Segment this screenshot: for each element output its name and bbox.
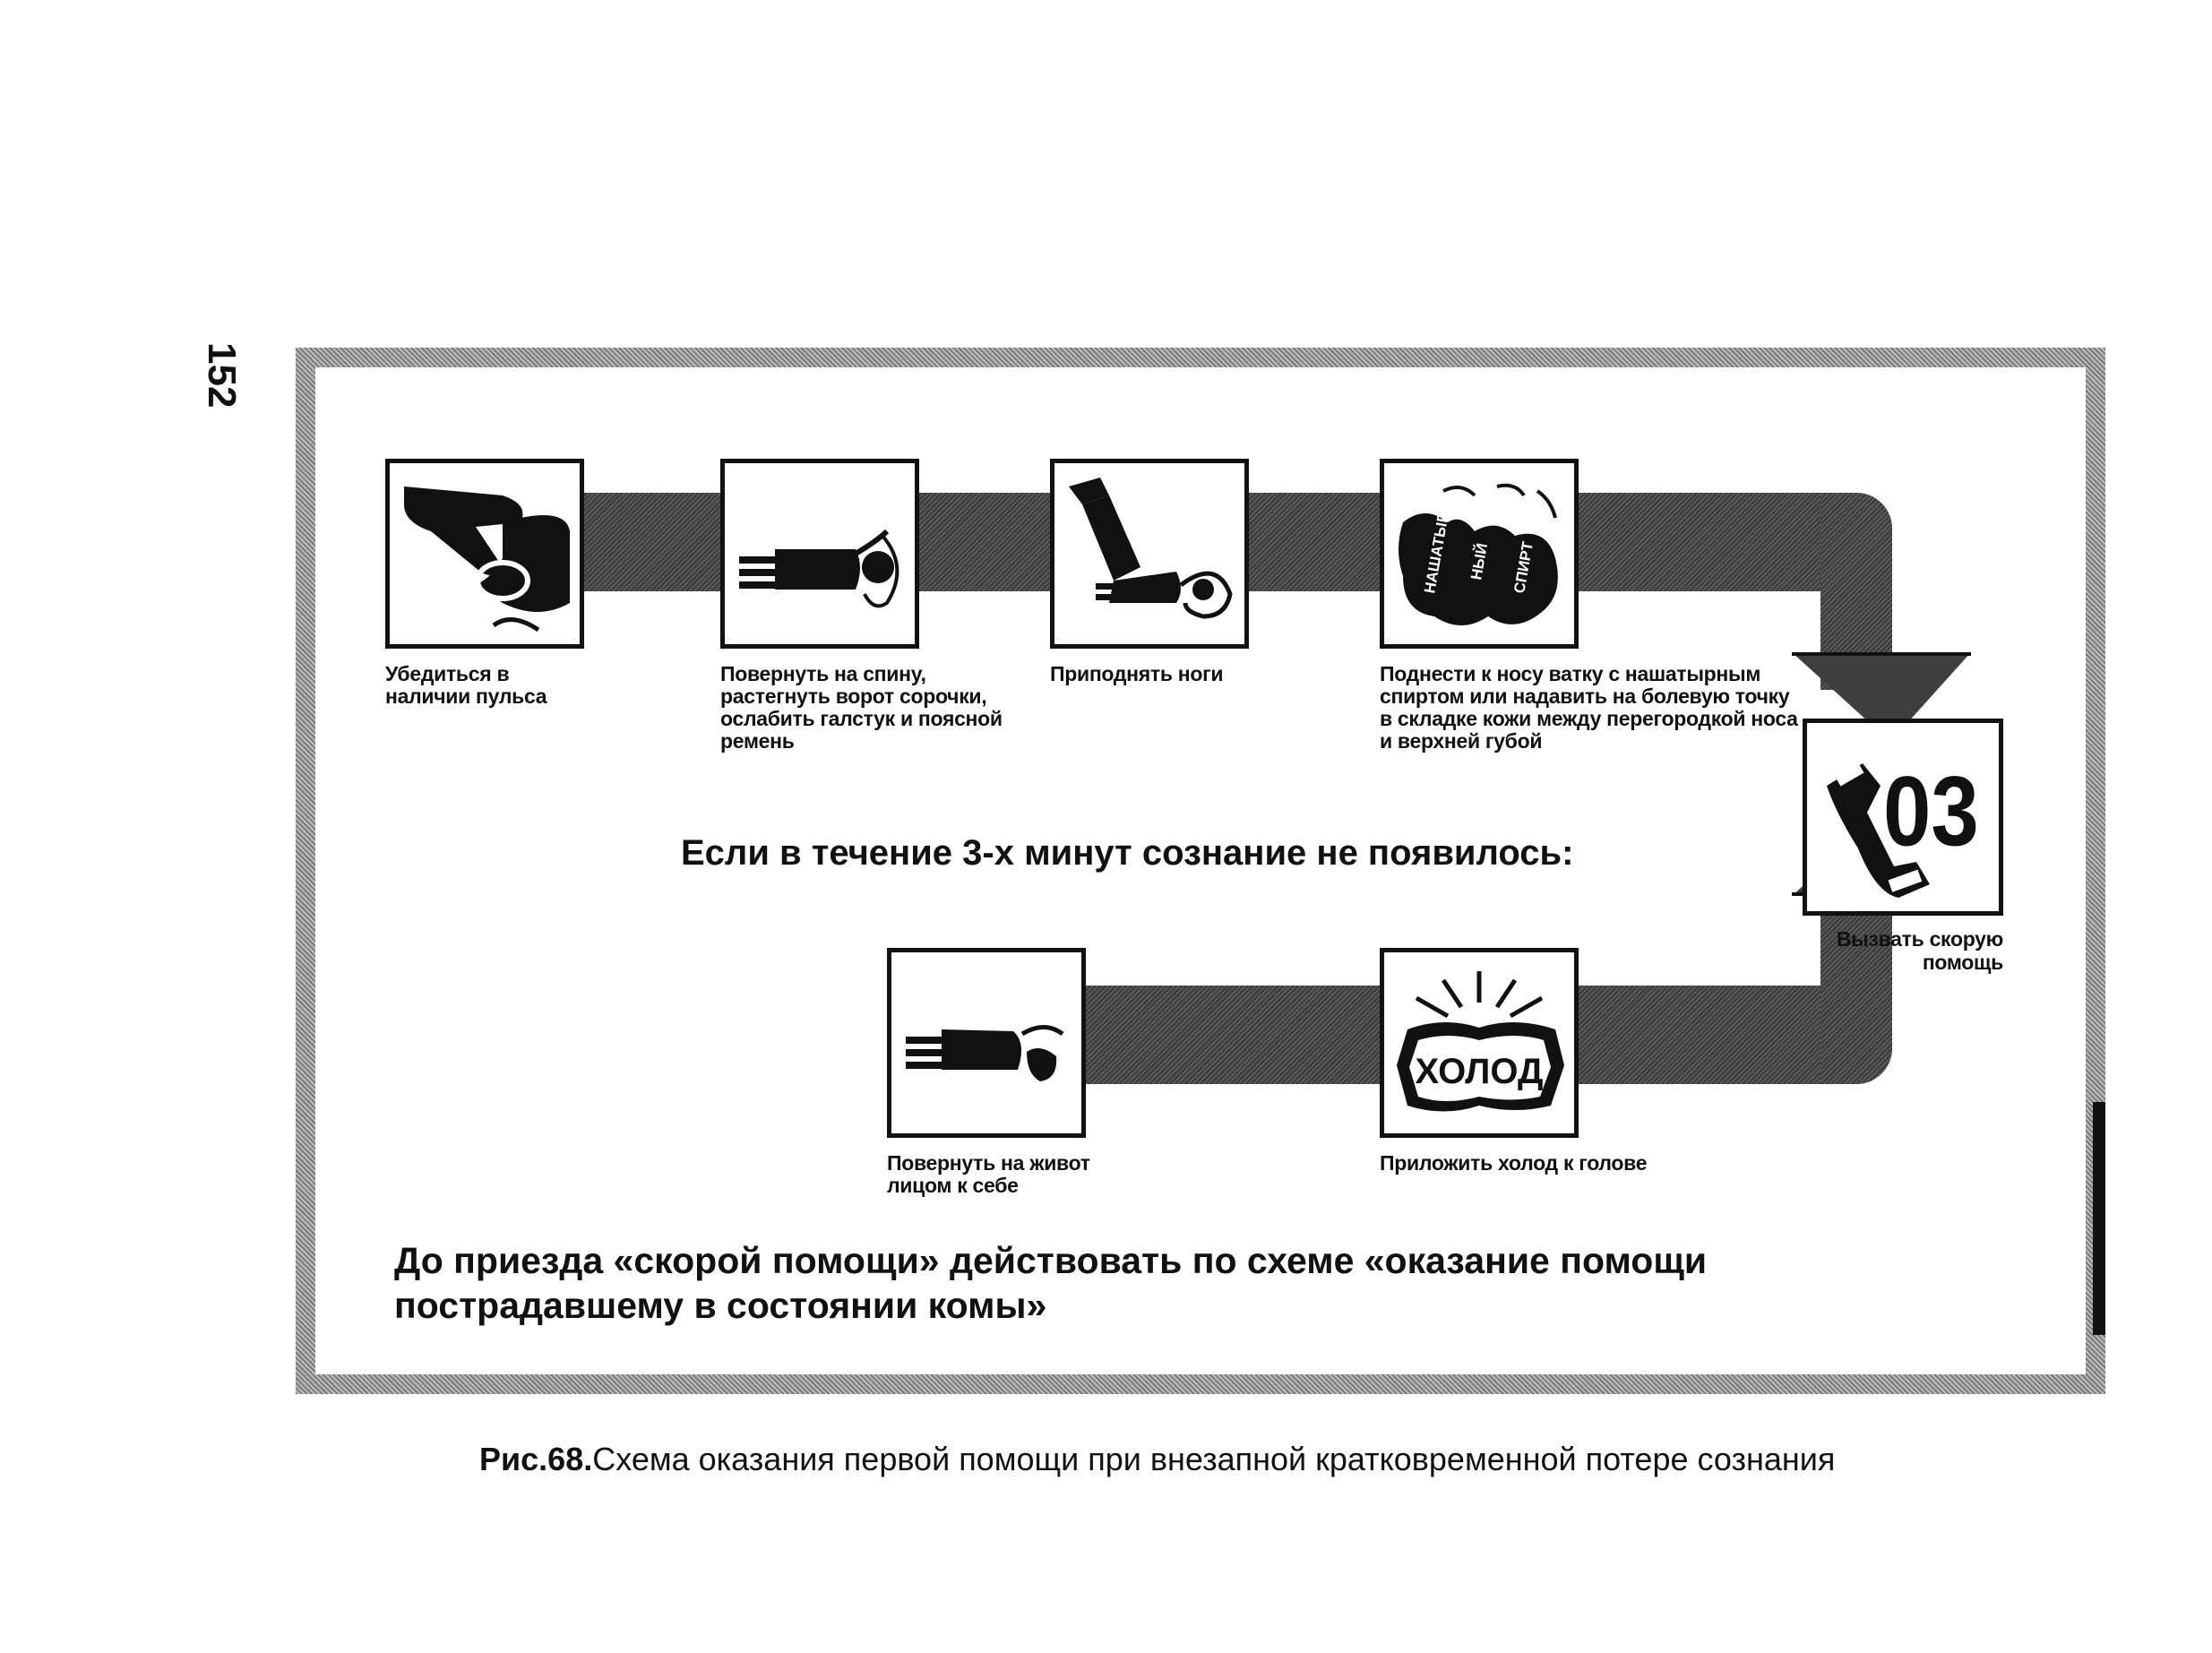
instruction-text: До приезда «скорой помощи» действовать по схеме «оказание помощи пострадавшему в состоянии комы» [394, 1240, 1708, 1326]
step-label-lying-on-stomach: Повернуть на живот лицом к себе [887, 1151, 1090, 1197]
diagram-frame [296, 348, 2105, 1394]
caption-text: Схема оказания первой помощи при внезапной кратковременной потере сознания [592, 1441, 1836, 1477]
emergency-number: 03 [1883, 755, 1979, 866]
step-label-lying-on-back: Повернуть на спину, растегнуть ворот сорочки, ослабить галстук и поясной ремень [720, 662, 1003, 753]
ammonia-word-2: НЫЙ [1467, 541, 1492, 581]
phone-icon [1813, 732, 1993, 902]
step-label-ammonia: Поднести к носу ватку с нашатырным спиртом или надавить на болевую точку в складке кожи между перегородкой носа и верхней губой [1380, 662, 1798, 753]
step-card-emergency [1803, 719, 2003, 916]
lying-on-back-icon [730, 469, 909, 639]
step-card-cold-compress [1380, 948, 1579, 1138]
step-card-ammonia [1380, 459, 1579, 649]
step-label-pulse: Убедиться в наличии пульса [385, 662, 547, 708]
figure-caption [479, 1441, 1835, 1478]
pulse-check-icon [395, 469, 574, 639]
bottom-flow-rise [1820, 896, 1892, 1084]
step-label-raise-legs: Приподнять ноги [1050, 662, 1224, 685]
lying-on-stomach-icon [897, 958, 1076, 1128]
cold-compress-icon [1390, 958, 1569, 1128]
condition-text: Если в течение 3-х минут сознание не появилось: [681, 833, 1574, 873]
step-card-lying-on-back [720, 459, 919, 649]
diagram-area [315, 367, 2086, 1374]
caption-prefix: Рис.68. [479, 1441, 593, 1477]
ammonia-icon [1390, 469, 1569, 639]
emergency-label-line2: помощь [1922, 951, 2003, 974]
step-card-lying-on-stomach [887, 948, 1086, 1138]
frame-edge-strip [2093, 1102, 2105, 1335]
raise-legs-icon [1060, 469, 1239, 639]
emergency-label-line1: Вызвать скорую [1836, 927, 2003, 951]
page-number: 152 [200, 342, 244, 409]
cold-compress-text: ХОЛОД [1415, 1052, 1544, 1091]
step-label-cold-compress: Приложить холод к голове [1380, 1151, 1648, 1175]
ammonia-word-1: НАШАТЫР [1421, 511, 1452, 595]
step-card-raise-legs [1050, 459, 1249, 649]
step-card-pulse [385, 459, 584, 649]
ammonia-word-3: СПИРТ [1511, 540, 1537, 595]
